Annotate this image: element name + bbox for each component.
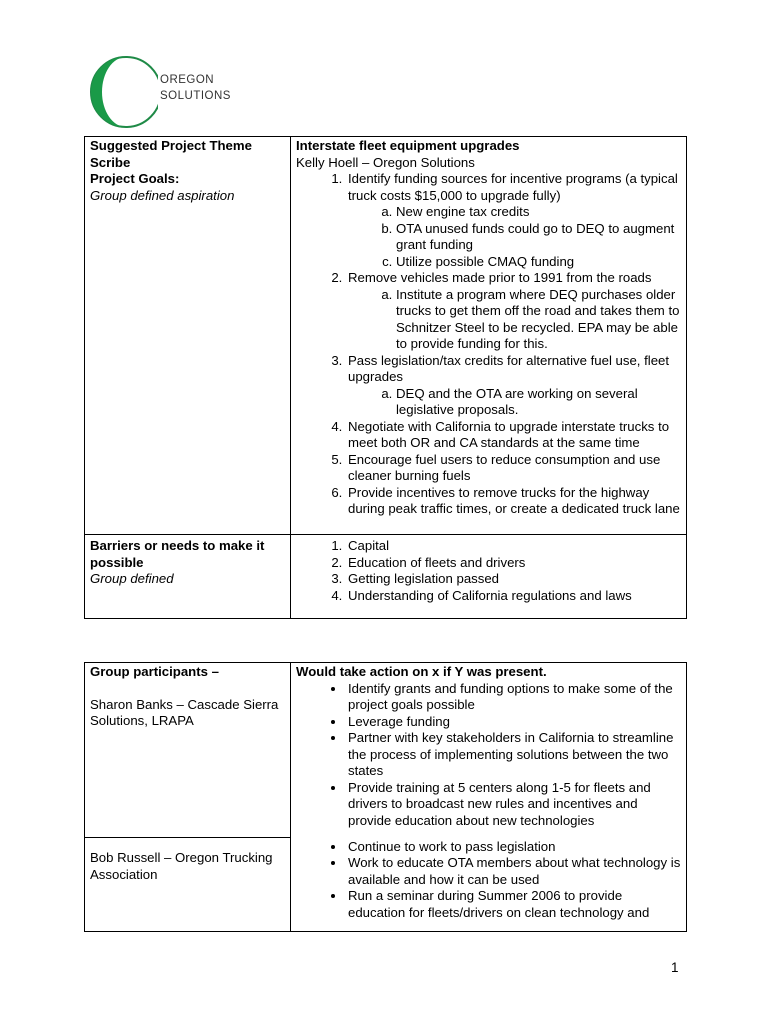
- action-header: Would take action on x if Y was present.: [296, 664, 547, 679]
- list-item: • Partner with key stakeholders in California to streamline the process of implementing solutions between the two states: [346, 730, 681, 780]
- participants-table: [84, 662, 687, 932]
- list-item: • Leverage funding: [346, 714, 681, 731]
- participant-name: Sharon Banks – Cascade Sierra Solutions, LRAPA: [90, 696, 279, 728]
- list-item: • Continue to work to pass legislation: [346, 839, 681, 856]
- barriers-label: Barriers or needs to make it possible: [90, 538, 265, 570]
- goals-list: [296, 171, 681, 518]
- participant-name: Bob Russell – Oregon Trucking Association: [90, 850, 273, 882]
- list-item: 4. Understanding of California regulations and laws: [346, 588, 681, 605]
- oregon-solutions-logo: [88, 46, 238, 136]
- table-row: [85, 838, 687, 932]
- logo-name-line1: OREGON: [160, 74, 215, 86]
- barriers-label-sub: Group defined: [90, 571, 174, 586]
- table-row: [85, 663, 687, 838]
- list-item: 2. Remove vehicles made prior to 1991 from the roads a. Institute a program where DEQ purchases older trucks to get them off the road and takes them to Schnitzer Steel to be recycled. EPA may be able to provide funding for this.: [346, 270, 681, 353]
- list-item: 1. Identify funding sources for incentive programs (a typical truck costs $15,000 to upgrade fully) a. New engine tax credits b. OTA unused funds could go to DEQ to augment grant funding c. Utilize possible CMAQ funding: [346, 171, 681, 270]
- list-item: a. DEQ and the OTA are working on several legislative proposals.: [396, 386, 681, 419]
- logo-name-line2: SOLUTIONS: [160, 90, 231, 102]
- participants-label: Group participants –: [90, 664, 219, 679]
- logo-ring-icon: [88, 46, 158, 138]
- list-item: • Run a seminar during Summer 2006 to provide education for fleets/drivers on clean technology and: [346, 888, 681, 921]
- list-item: a. Institute a program where DEQ purchases older trucks to get them off the road and takes them to Schnitzer Steel to be recycled. EPA may be able to provide funding for this.: [396, 287, 681, 353]
- table-row: [85, 137, 687, 535]
- label-theme: Suggested Project Theme: [90, 138, 252, 153]
- table-row: [85, 535, 687, 619]
- list-item: 5. Encourage fuel users to reduce consumption and use cleaner burning fuels: [346, 452, 681, 485]
- list-item: c. Utilize possible CMAQ funding: [396, 254, 681, 271]
- list-item: 1. Capital: [346, 538, 681, 555]
- list-item: 4. Negotiate with California to upgrade interstate trucks to meet both OR and CA standards at the same time: [346, 419, 681, 452]
- barriers-list: [296, 538, 681, 604]
- list-item: 3. Getting legislation passed: [346, 571, 681, 588]
- list-item: 2. Education of fleets and drivers: [346, 555, 681, 572]
- scribe-value: Kelly Hoell – Oregon Solutions: [296, 154, 475, 170]
- label-goals-sub: Group defined aspiration: [90, 187, 235, 203]
- label-goals: Project Goals:: [90, 171, 180, 186]
- list-item: 3. Pass legislation/tax credits for alternative fuel use, fleet upgrades a. DEQ and the OTA are working on several legislative proposals.: [346, 353, 681, 419]
- list-item: • Provide training at 5 centers along 1-5 for fleets and drivers to broadcast new rules and incentives and provide education about new technologies: [346, 780, 681, 830]
- theme-value: Interstate fleet equipment upgrades: [296, 138, 520, 153]
- action-list: [296, 681, 681, 830]
- project-table: [84, 136, 687, 619]
- action-list: [296, 839, 681, 922]
- list-item: • Identify grants and funding options to make some of the project goals possible: [346, 681, 681, 714]
- list-item: • Work to educate OTA members about what technology is available and how it can be used: [346, 855, 681, 888]
- page-number: 1: [671, 960, 679, 975]
- list-item: b. OTA unused funds could go to DEQ to augment grant funding: [396, 221, 681, 254]
- list-item: 6. Provide incentives to remove trucks for the highway during peak traffic times, or create a dedicated truck lane: [346, 485, 681, 518]
- label-scribe: Scribe: [90, 154, 131, 170]
- list-item: a. New engine tax credits: [396, 204, 681, 221]
